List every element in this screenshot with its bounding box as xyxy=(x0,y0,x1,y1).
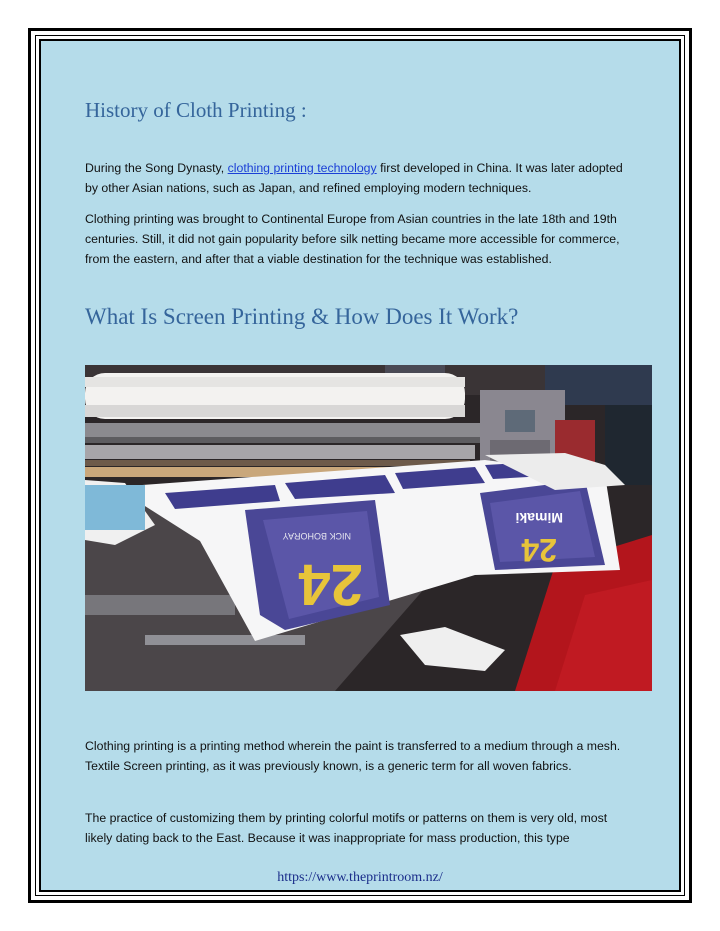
clothing-printing-technology-link[interactable]: clothing printing technology xyxy=(227,161,377,175)
paragraph-definition: Clothing printing is a printing method wherein the paint is transferred to a medium through a mesh. Textile Screen printing, as it was previously known, is a generic term for all woven fabrics. xyxy=(85,739,621,773)
jersey-brand: Mimaki xyxy=(515,510,563,526)
paragraph-europe: Clothing printing was brought to Continental Europe from Asian countries in the late 18th and 19th centuries. Still, it did not gain popularity before silk netting became more accessible for commerce, from the eastern, and after that a viable destination for the technique was established. xyxy=(85,212,620,266)
footer-url[interactable]: https://www.theprintroom.nz/ xyxy=(277,870,443,885)
heading-screen-printing: What Is Screen Printing & How Does It Work? xyxy=(85,304,519,329)
paragraph-history: The practice of customizing them by printing colorful motifs or patterns on them is very old, most likely dating back to the East. Because it was inappropriate for mass production, this type xyxy=(85,811,608,845)
paragraph-song-dynasty xyxy=(85,158,633,198)
printing-machine-photo xyxy=(85,365,652,691)
paragraph-text: first developed in China. It was later adopted by other Asian nations, such as Japan, and refined employing modern techniques. xyxy=(85,161,623,195)
jersey-number-left: 24 xyxy=(298,552,363,617)
jersey-name: NICK BOHORAY xyxy=(282,531,351,541)
heading-history: History of Cloth Printing : xyxy=(85,98,307,122)
paragraph-text: During the Song Dynasty, xyxy=(85,161,228,175)
jersey-number-right: 24 xyxy=(521,532,557,568)
